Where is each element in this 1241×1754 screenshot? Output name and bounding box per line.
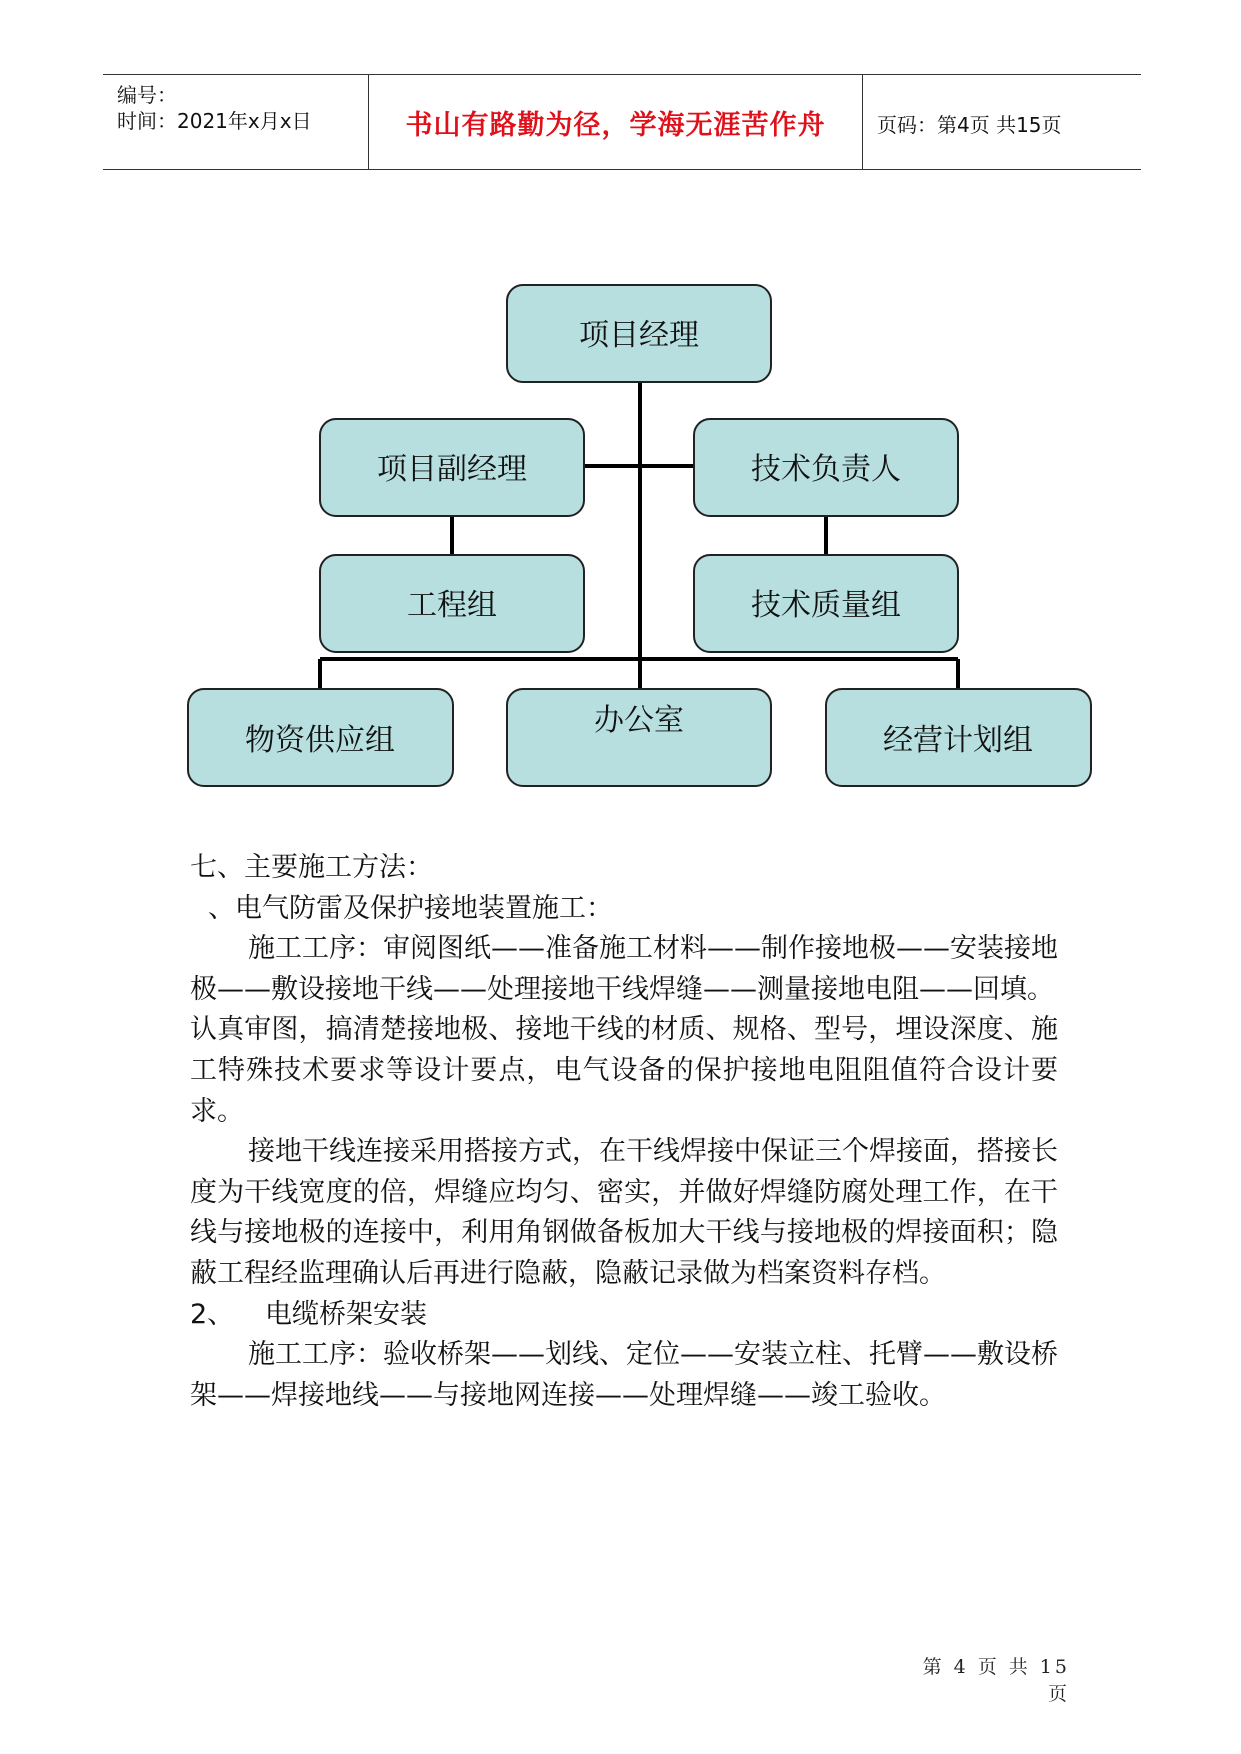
org-label-tech-quality-group: 技术质量组 (751, 588, 901, 623)
document-body (190, 848, 1058, 1416)
paragraph-3: 接地干线连接采用搭接方式，在干线焊接中保证三个焊接面，搭接长度为干线宽度的倍，焊缝应均匀、密实，并做好焊缝防腐处理工作，在干线与接地极的连接中，利用角钢做备板加大干线与接地极的焊接面积；隐蔽工程经监理确认后再进行隐蔽，隐蔽记录做为档案资料存档。 (190, 1136, 1058, 1289)
org-node-engineering-group (320, 555, 584, 652)
paragraph-1: 施工工序：审阅图纸——准备施工材料——制作接地极——安装接地极——敷设接地干线——处理接地干线焊缝——测量接地电阻——回填。 (190, 933, 1058, 1005)
org-node-tech-quality-group (694, 555, 958, 652)
section-title: 七、主要施工方法： (190, 852, 433, 883)
serial-number-label: 编号： (117, 83, 177, 107)
org-node-deputy-manager (320, 419, 584, 516)
org-label-engineering-group: 工程组 (407, 588, 497, 623)
subsection-2-title: 电缆桥架安装 (265, 1298, 427, 1330)
org-node-materials-group (188, 689, 453, 786)
org-node-planning-group (826, 689, 1091, 786)
org-node-project-manager (507, 285, 771, 382)
org-node-office (507, 689, 771, 786)
header-page-info: 页码：第4页 共15页 (877, 113, 1062, 137)
org-label-office: 办公室 (594, 703, 684, 738)
page-footer: 第 4 页 共 15 页 (922, 1656, 1070, 1705)
org-label-materials-group: 物资供应组 (245, 723, 395, 758)
time-label: 时间：2021年x月x日 (117, 109, 312, 133)
header-motto: 书山有路勤为径，学海无涯苦作舟 (405, 110, 826, 141)
subsection-1-title: 、电气防雷及保护接地装置施工： (208, 892, 613, 924)
organization-chart (0, 0, 1241, 800)
org-label-deputy-manager: 项目副经理 (377, 452, 527, 487)
subsection-2-heading (190, 1295, 1058, 1336)
org-label-project-manager: 项目经理 (579, 318, 699, 353)
org-node-technical-lead (694, 419, 958, 516)
org-label-technical-lead: 技术负责人 (751, 452, 901, 487)
paragraph-4: 施工工序：验收桥架——划线、定位——安装立柱、托臂——敷设桥架——焊接地线——与接地网连接——处理焊缝——竣工验收。 (190, 1339, 1058, 1411)
org-label-planning-group: 经营计划组 (883, 723, 1033, 758)
paragraph-2: 认真审图，搞清楚接地极、接地干线的材质、规格、型号，埋设深度、施工特殊技术要求等设计要点，电气设备的保护接地电阻阻值符合设计要求。 (190, 1014, 1058, 1127)
subsection-2-number: 2、 (190, 1298, 235, 1330)
